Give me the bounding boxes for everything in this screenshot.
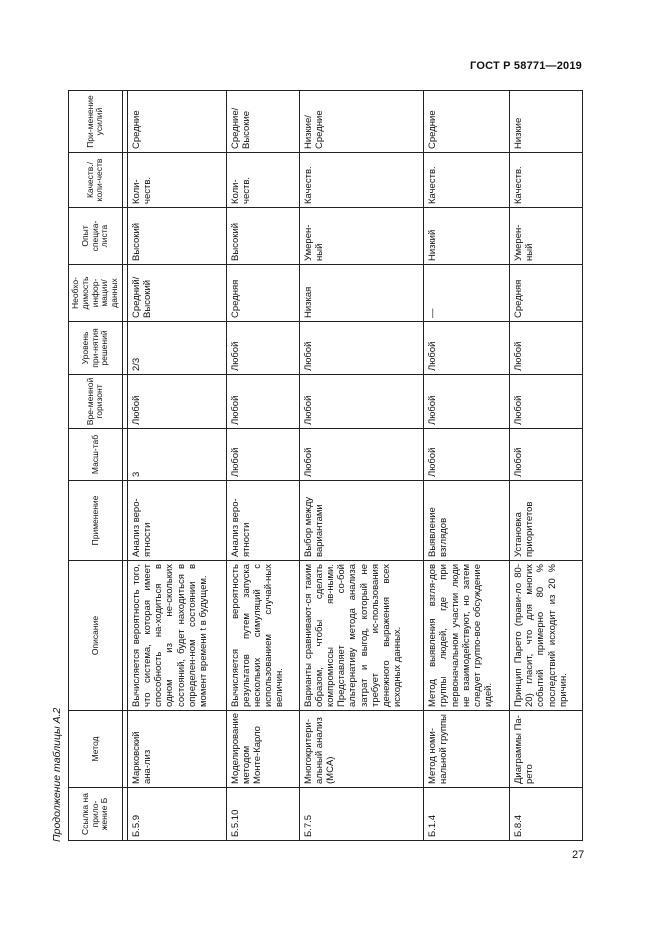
cell-application: Установка приоритетов	[510, 481, 583, 561]
cell-effort: Средние	[424, 91, 510, 153]
cell-qual-quant: Коли-честв.	[127, 153, 226, 208]
cell-description: Варианты сравнивают-ся таким образом, чтобы сделать компромиссы яв-ными. Представляет со-бой альтернативу метода анализа затрат и выгод, который не требует ис-пользования денежного выражения всех исходных данных.	[299, 561, 424, 711]
cell-data-need: Средняя	[226, 265, 299, 322]
cell-effort: Средние/ Высокие	[226, 91, 299, 153]
cell-application: Выявление взглядов	[424, 481, 510, 561]
cell-effort: Низкие	[510, 91, 583, 153]
cell-decision-level: Любой	[510, 322, 583, 375]
cell-ref: Б.5.10	[226, 788, 299, 841]
table-row	[226, 91, 299, 841]
cell-method: Диаграммы Па-рето	[510, 711, 583, 788]
cell-qual-quant: Качеств.	[510, 153, 583, 208]
cell-scale: Любой	[510, 429, 583, 481]
col-header-method: Метод	[69, 711, 123, 788]
cell-scale: 3	[127, 429, 226, 481]
cell-description: Вычисляется вероятность результатов путем запуска нескольких симуляций с использованием случай-ных величин.	[226, 561, 299, 711]
cell-expertise: Умерен-ный	[510, 208, 583, 265]
table-row	[299, 91, 424, 841]
table-row	[127, 91, 226, 841]
cell-application: Выбор между вариантами	[299, 481, 424, 561]
cell-decision-level: Любой	[226, 322, 299, 375]
cell-scale: Любой	[299, 429, 424, 481]
cell-horizon: Любой	[424, 375, 510, 429]
cell-method: Метод номи-нальной группы	[424, 711, 510, 788]
cell-horizon: Любой	[127, 375, 226, 429]
methods-table	[68, 90, 583, 841]
col-header-effort: При-менение усилий	[69, 91, 123, 153]
cell-application: Анализ веро-ятности	[226, 481, 299, 561]
col-header-ref: Ссылка на прило-жение Б	[69, 788, 123, 841]
rotated-table-container	[68, 91, 583, 841]
cell-ref: Б.1.4	[424, 788, 510, 841]
cell-qual-quant: Качеств.	[424, 153, 510, 208]
cell-data-need: Низкая	[299, 265, 424, 322]
cell-horizon: Любой	[299, 375, 424, 429]
cell-application: Анализ веро-ятности	[127, 481, 226, 561]
cell-qual-quant: Коли-честв.	[226, 153, 299, 208]
cell-horizon: Любой	[510, 375, 583, 429]
col-header-scale: Масш-таб	[69, 429, 123, 481]
cell-effort: Средние	[127, 91, 226, 153]
col-header-data-need: Необхо-димость инфор-мации/данных	[69, 265, 123, 322]
cell-data-need: —	[424, 265, 510, 322]
table-caption: Продолжение таблицы А.2	[51, 707, 63, 842]
cell-expertise: Высокий	[127, 208, 226, 265]
cell-description: Вычисляется вероятность того, что система, которая имеет способность на-ходиться в одном из не-скольких состояний, будет находиться в определен-ном состоянии в момент времени t в будущем.	[127, 561, 226, 711]
cell-data-need: Средний/ Высокий	[127, 265, 226, 322]
col-header-description: Описание	[69, 561, 123, 711]
standard-code: ГОСТ Р 58771—2019	[470, 60, 582, 72]
cell-description: Принцип Парето (прави-ло 80-20) гласит, что для многих событий примерно 80 % последствий исходит из 20 % причин.	[510, 561, 583, 711]
cell-qual-quant: Качеств.	[299, 153, 424, 208]
col-header-decision-level: Уровень при-нятия решений	[69, 322, 123, 375]
cell-method: Марковский ана-лиз	[127, 711, 226, 788]
cell-expertise: Высокий	[226, 208, 299, 265]
cell-expertise: Умерен-ный	[299, 208, 424, 265]
cell-method: Многокритери-альный анализ (MCA)	[299, 711, 424, 788]
col-header-expertise: Опыт специа-листа	[69, 208, 123, 265]
col-header-horizon: Вре-менной горизонт	[69, 375, 123, 429]
cell-expertise: Низкий	[424, 208, 510, 265]
cell-ref: Б.5.9	[127, 788, 226, 841]
cell-method: Моделирование методом Монте-Карло	[226, 711, 299, 788]
cell-decision-level: Любой	[424, 322, 510, 375]
cell-ref: Б.7.5	[299, 788, 424, 841]
cell-effort: Низкие/ Средние	[299, 91, 424, 153]
col-header-qual-quant: Качеств./коли-честв	[69, 153, 123, 208]
cell-scale: Любой	[226, 429, 299, 481]
table-header-row	[69, 91, 123, 841]
table-row	[424, 91, 510, 841]
cell-decision-level: 2/3	[127, 322, 226, 375]
page-number: 27	[572, 849, 585, 861]
cell-ref: Б.8.4	[510, 788, 583, 841]
cell-data-need: Средняя	[510, 265, 583, 322]
cell-decision-level: Любой	[299, 322, 424, 375]
col-header-application: Применение	[69, 481, 123, 561]
cell-horizon: Любой	[226, 375, 299, 429]
cell-scale: Любой	[424, 429, 510, 481]
table-row	[510, 91, 583, 841]
cell-description: Метод выявления взгля-дов группы людей, где при первоначальном участии люди не взаимодействуют, но затем следует группо-вое обсуждение идей.	[424, 561, 510, 711]
